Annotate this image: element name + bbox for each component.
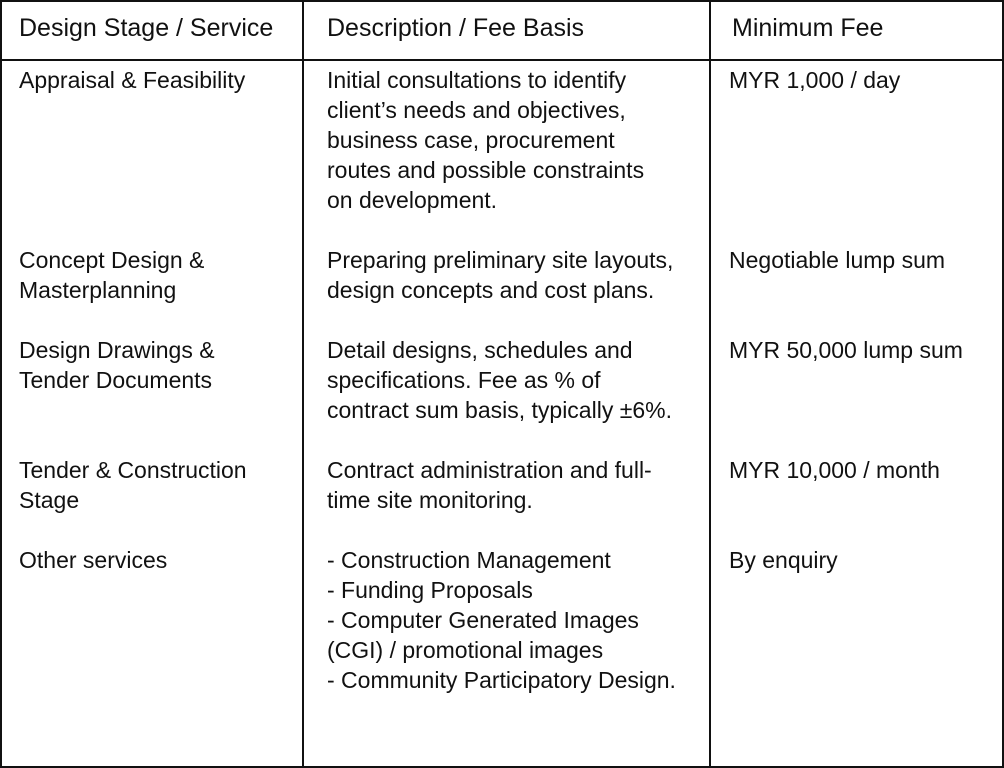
row-fee: By enquiry <box>729 547 838 573</box>
row-description: - Construction Management - Funding Proposals - Computer Generated Images (CGI) / promotional images - Community Participatory Design. <box>327 547 676 693</box>
header-description: Description / Fee Basis <box>327 14 585 42</box>
row-description: Initial consultations to identify client’s needs and objectives, business case, procurement routes and possible constraints on development. <box>327 67 645 213</box>
row-stage: Appraisal & Feasibility <box>19 67 246 93</box>
column-divider <box>302 2 304 766</box>
header-divider <box>2 59 1002 61</box>
row-fee: MYR 50,000 lump sum <box>729 337 963 363</box>
row-description: Contract administration and full- time site monitoring. <box>327 457 652 513</box>
row-description: Preparing preliminary site layouts, design concepts and cost plans. <box>327 247 674 303</box>
header-design-stage: Design Stage / Service <box>19 14 274 42</box>
row-fee: MYR 1,000 / day <box>729 67 901 93</box>
column-divider <box>709 2 711 766</box>
row-stage: Other services <box>19 547 168 573</box>
row-stage: Concept Design & Masterplanning <box>19 247 205 303</box>
row-fee: Negotiable lump sum <box>729 247 946 273</box>
row-stage: Design Drawings & Tender Documents <box>19 337 215 393</box>
row-stage: Tender & Construction Stage <box>19 457 247 513</box>
header-minimum-fee: Minimum Fee <box>732 14 884 42</box>
row-description: Detail designs, schedules and specifications. Fee as % of contract sum basis, typically ±6%. <box>327 337 672 423</box>
row-fee: MYR 10,000 / month <box>729 457 940 483</box>
